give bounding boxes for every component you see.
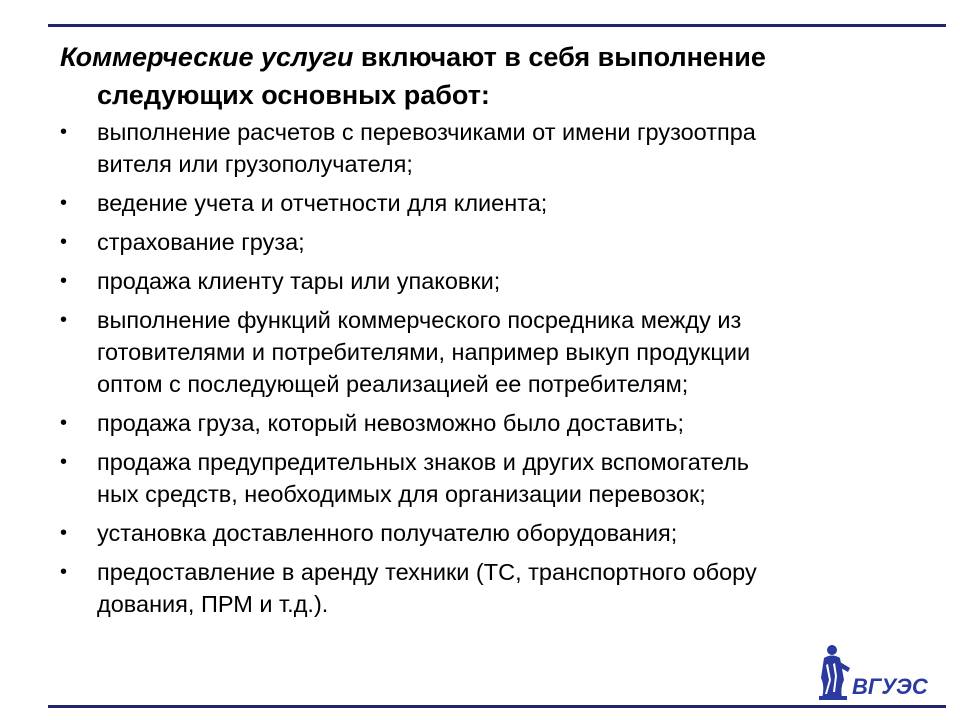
bullet-text-line: ных средств, необходимых для организации перевозок; (97, 481, 706, 507)
bullet-text-line: выполнение функций коммерческого посредника между из (97, 307, 742, 333)
bullet-dot-icon: • (60, 231, 68, 253)
top-divider (48, 24, 946, 27)
bullet-item (60, 116, 860, 180)
bullet-text-line: продажа груза, который невозможно было доставить; (97, 410, 685, 436)
logo-text: ВГУЭС (852, 674, 928, 699)
slide-heading (60, 38, 920, 114)
university-logo (818, 636, 946, 702)
bullet-item (60, 446, 860, 510)
heading-lead: Коммерческие услуги (60, 42, 354, 72)
bullet-text-line: выполнение расчетов с перевозчиками от имени грузоотпра (97, 119, 756, 145)
bullet-dot-icon: • (60, 192, 68, 214)
heading-rest: включают в себя выполнение (353, 42, 766, 72)
bullet-text-line: вителя или грузополучателя; (97, 151, 413, 177)
heading-line-2: следующих основных работ: (97, 80, 490, 110)
bullet-dot-icon: • (60, 121, 68, 143)
bullet-item (60, 304, 860, 400)
bullet-text-line: страхование груза; (97, 229, 305, 255)
bullet-item (60, 407, 860, 439)
bullet-text-line: установка доставленного получателю оборудования; (97, 520, 678, 546)
bottom-divider (48, 705, 946, 708)
bullet-item (60, 517, 860, 549)
bullet-dot-icon: • (60, 309, 68, 331)
bullet-item (60, 265, 860, 297)
bullet-text-line: дования, ПРМ и т.д.). (97, 591, 329, 617)
bullet-dot-icon: • (60, 451, 68, 473)
bullet-dot-icon: • (60, 522, 68, 544)
bullet-item (60, 226, 860, 258)
bullet-text-line: продажа предупредительных знаков и других вспомогатель (97, 449, 750, 475)
bullet-text-line: оптом с последующей реализацией ее потребителям; (97, 371, 689, 397)
bullet-list (60, 116, 860, 627)
bullet-dot-icon: • (60, 412, 68, 434)
bullet-text-line: продажа клиенту тары или упаковки; (97, 268, 501, 294)
bullet-text-line: готовителями и потребителями, например выкуп продукции (97, 339, 751, 365)
bullet-item (60, 187, 860, 219)
bullet-text-line: ведение учета и отчетности для клиента; (97, 190, 548, 216)
bullet-dot-icon: • (60, 270, 68, 292)
bullet-item (60, 556, 860, 620)
bullet-dot-icon: • (60, 561, 68, 583)
bullet-text-line: предоставление в аренду техники (ТС, транспортного обору (97, 559, 757, 585)
